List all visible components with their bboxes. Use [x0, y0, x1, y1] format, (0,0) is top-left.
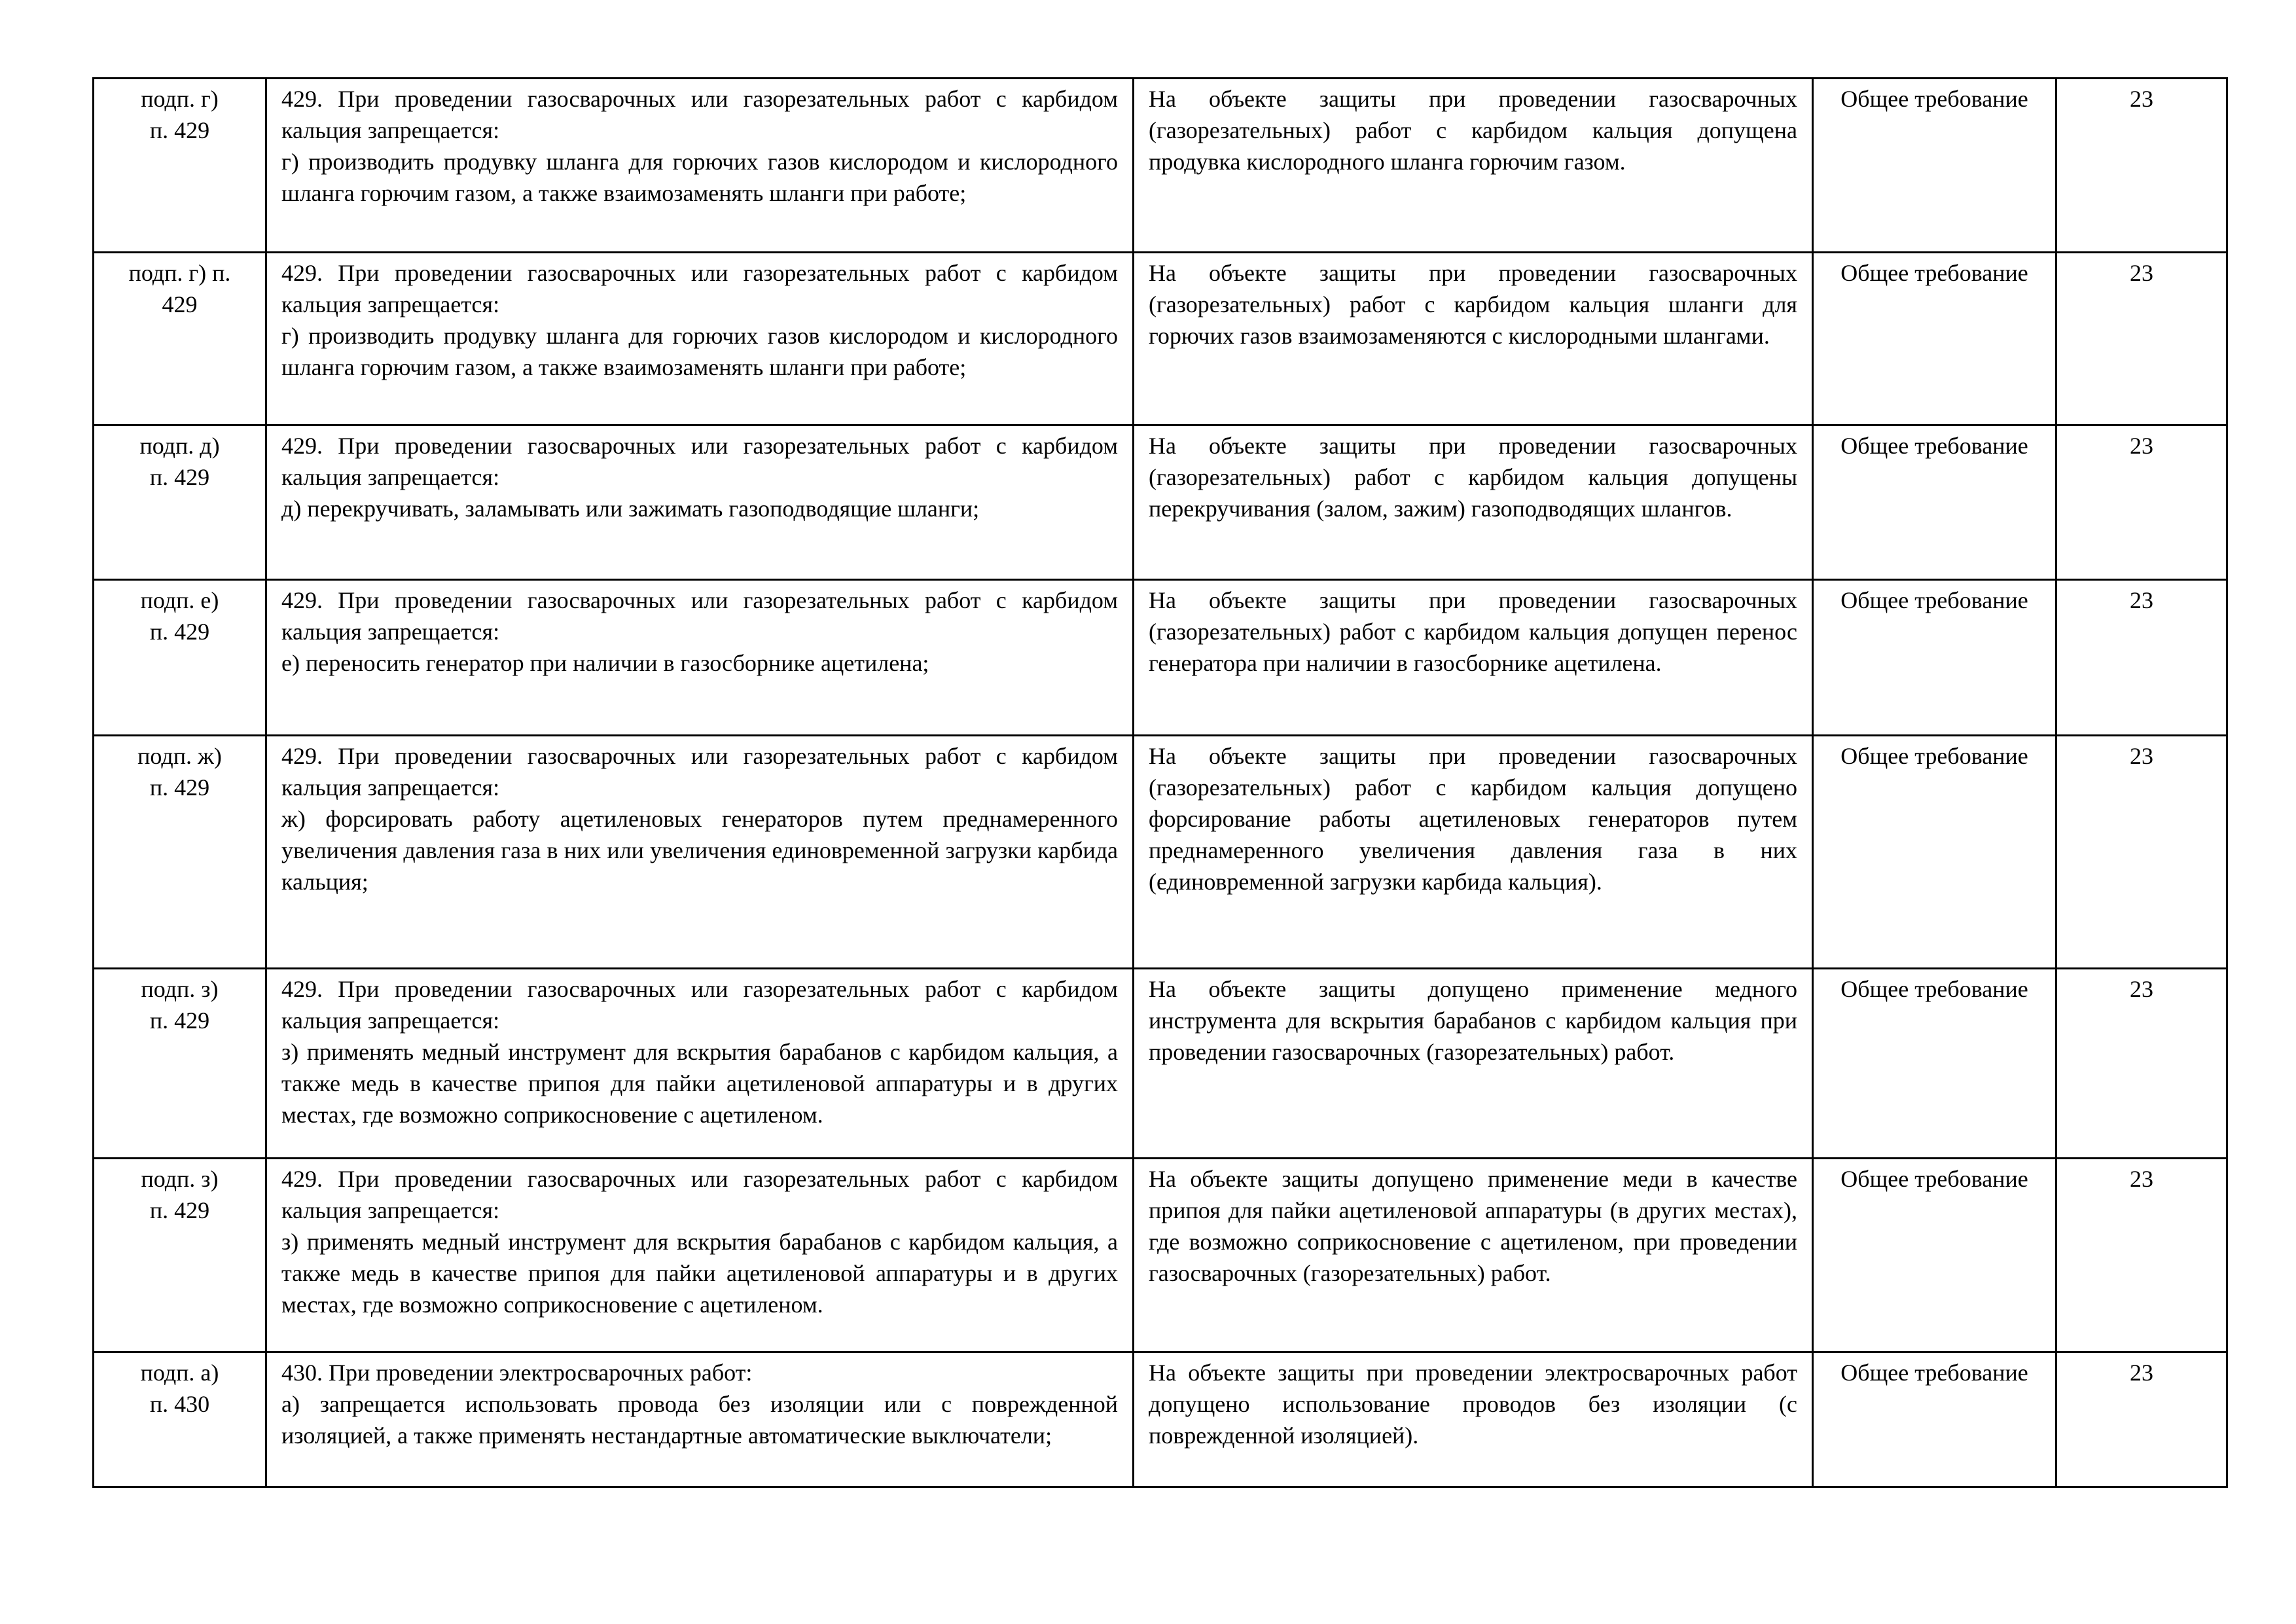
category-cell: Общее требование [1813, 253, 2056, 425]
number-cell: 23 [2056, 1352, 2227, 1487]
category-cell: Общее требование [1813, 1159, 2056, 1352]
violation-cell: На объекте защиты допущено применение меди в качестве припоя для пайки ацетиленовой аппаратуры (в других местах), где возможно соприкосновение с ацетиленом, при проведении газосварочных (газорезательных) работ. [1134, 1159, 1813, 1352]
norm-text-cell: 429. При проведении газосварочных или газорезательных работ с карбидом кальция запрещается: д) перекручивать, заламывать или зажимать газоподводящие шланги; [266, 425, 1134, 580]
table-row [94, 969, 2227, 1159]
norm-text-cell: 429. При проведении газосварочных или газорезательных работ с карбидом кальция запрещается: е) переносить генератор при наличии в газосборнике ацетилена; [266, 580, 1134, 736]
ref-cell: подп. г) п. 429 [94, 253, 266, 425]
number-cell: 23 [2056, 1159, 2227, 1352]
table-row [94, 253, 2227, 425]
table-row [94, 1159, 2227, 1352]
category-cell: Общее требование [1813, 425, 2056, 580]
ref-cell: подп. г) п. 429 [94, 79, 266, 253]
violation-cell: На объекте защиты при проведении электросварочных работ допущено использование проводов без изоляции (с поврежденной изоляцией). [1134, 1352, 1813, 1487]
category-cell: Общее требование [1813, 1352, 2056, 1487]
ref-cell: подп. з) п. 429 [94, 1159, 266, 1352]
table-row [94, 736, 2227, 969]
ref-cell: подп. ж) п. 429 [94, 736, 266, 969]
table-row [94, 580, 2227, 736]
ref-cell: подп. з) п. 429 [94, 969, 266, 1159]
violation-cell: На объекте защиты при проведении газосварочных (газорезательных) работ с карбидом кальция допущена продувка кислородного шланга горючим газом. [1134, 79, 1813, 253]
norm-text-cell: 429. При проведении газосварочных или газорезательных работ с карбидом кальция запрещается: з) применять медный инструмент для вскрытия барабанов с карбидом кальция, а также медь в качестве припоя для пайки ацетиленовой аппаратуры и в других местах, где возможно соприкосновение с ацетиленом. [266, 969, 1134, 1159]
ref-cell: подп. е) п. 429 [94, 580, 266, 736]
category-cell: Общее требование [1813, 79, 2056, 253]
violation-cell: На объекте защиты при проведении газосварочных (газорезательных) работ с карбидом кальция допущен перенос генератора при наличии в газосборнике ацетилена. [1134, 580, 1813, 736]
number-cell: 23 [2056, 425, 2227, 580]
number-cell: 23 [2056, 253, 2227, 425]
table-row [94, 425, 2227, 580]
norm-text-cell: 429. При проведении газосварочных или газорезательных работ с карбидом кальция запрещается: г) производить продувку шланга для горючих газов кислородом и кислородного шланга горючим газом, а также взаимозаменять шланги при работе; [266, 253, 1134, 425]
ref-cell: подп. д) п. 429 [94, 425, 266, 580]
number-cell: 23 [2056, 79, 2227, 253]
number-cell: 23 [2056, 580, 2227, 736]
category-cell: Общее требование [1813, 736, 2056, 969]
category-cell: Общее требование [1813, 580, 2056, 736]
violation-cell: На объекте защиты допущено применение медного инструмента для вскрытия барабанов с карбидом кальция при проведении газосварочных (газорезательных) работ. [1134, 969, 1813, 1159]
norm-text-cell: 429. При проведении газосварочных или газорезательных работ с карбидом кальция запрещается: ж) форсировать работу ацетиленовых генераторов путем преднамеренного увеличения давления газа в них или увеличения единовременной загрузки карбида кальция; [266, 736, 1134, 969]
requirements-table [92, 77, 2228, 1488]
norm-text-cell: 430. При проведении электросварочных работ: а) запрещается использовать провода без изоляции или с поврежденной изоляцией, а также применять нестандартные автоматические выключатели; [266, 1352, 1134, 1487]
norm-text-cell: 429. При проведении газосварочных или газорезательных работ с карбидом кальция запрещается: з) применять медный инструмент для вскрытия барабанов с карбидом кальция, а также медь в качестве припоя для пайки ацетиленовой аппаратуры и в других местах, где возможно соприкосновение с ацетиленом. [266, 1159, 1134, 1352]
ref-cell: подп. а) п. 430 [94, 1352, 266, 1487]
violation-cell: На объекте защиты при проведении газосварочных (газорезательных) работ с карбидом кальция шланги для горючих газов взаимозаменяются с кислородными шлангами. [1134, 253, 1813, 425]
norm-text-cell: 429. При проведении газосварочных или газорезательных работ с карбидом кальция запрещается: г) производить продувку шланга для горючих газов кислородом и кислородного шланга горючим газом, а также взаимозаменять шланги при работе; [266, 79, 1134, 253]
violation-cell: На объекте защиты при проведении газосварочных (газорезательных) работ с карбидом кальция допущено форсирование работы ацетиленовых генераторов путем преднамеренного увеличения давления газа в них (единовременной загрузки карбида кальция). [1134, 736, 1813, 969]
table-row [94, 79, 2227, 253]
number-cell: 23 [2056, 969, 2227, 1159]
violation-cell: На объекте защиты при проведении газосварочных (газорезательных) работ с карбидом кальция допущены перекручивания (залом, зажим) газоподводящих шлангов. [1134, 425, 1813, 580]
number-cell: 23 [2056, 736, 2227, 969]
category-cell: Общее требование [1813, 969, 2056, 1159]
table-row [94, 1352, 2227, 1487]
